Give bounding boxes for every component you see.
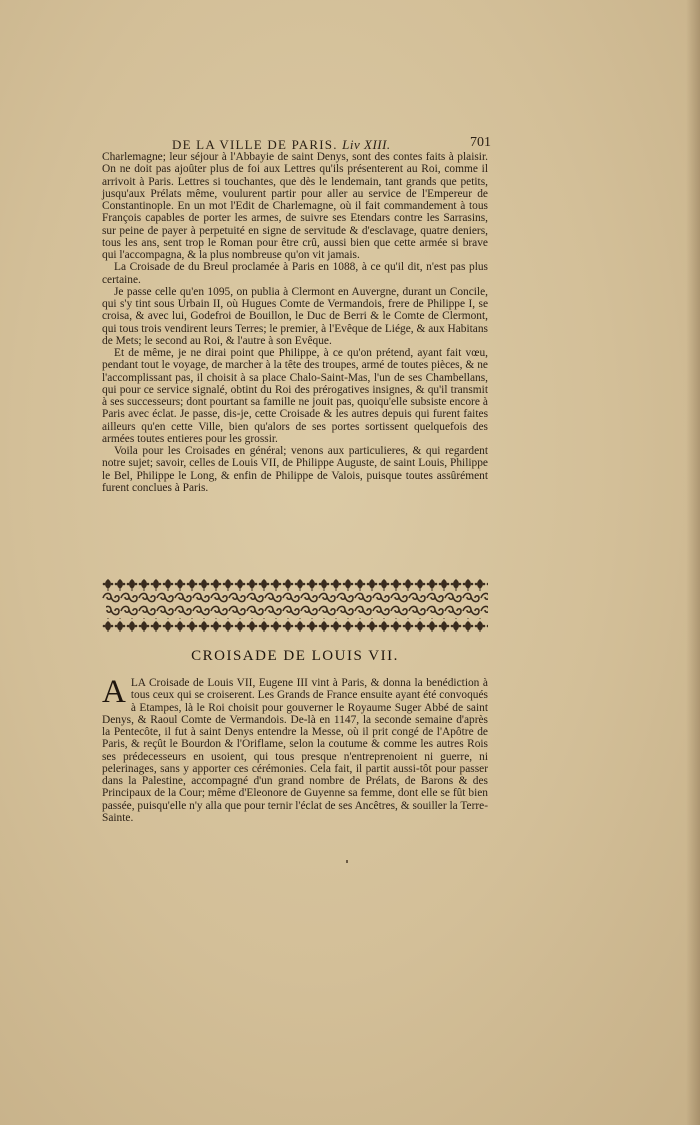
paragraph: LA Croisade de Louis VII, Eugene III vint à Paris, & donna la benédiction à tous ceux qui se croiserent. Les Grands de France ensuite ayant été convoqués à Etampes, là le Roi choisit pour gouverner le Royaume Suger Abbé de saint Denys, & Raoul Comte de Vermandois. De-là en 1147, la seconde semaine d'après la Pentecôte, il fut à saint Denys entendre la Messe, où il prit congé de l'Apôtre de Paris, & reçût le Bourdon & l'Oriflame, selon la coutume & comme les autres Rois ses prédecesseurs en usoient, qui tous presque n'entreprenoient ni guerre, ni pelerinages, sans y apporter ces cérémonies. Cela fait, il partit aussi-tôt pour passer dans la Palestine, accompagné d'un grand nombre de Prélats, de Barons & des Principaux de la Cour; même d'Eleonore de Guyenne sa femme, dont elle se fût bien passée, puisqu'elle n'y alla que pour ternir l'éclat de ses Ancêtres, & souiller la Terre-Sainte. <box>102 677 488 824</box>
paper-speck <box>346 860 348 863</box>
body-text-top <box>102 151 488 494</box>
section-title: CROISADE DE LOUIS VII. <box>191 648 399 664</box>
drop-cap: A <box>102 674 126 710</box>
body-text-section <box>102 674 488 824</box>
paragraph: Et de même, je ne dirai point que Philippe, à ce qu'on prétend, ayant fait vœu, pendant tout le voyage, de marcher à la tête des troupes, armé de toutes pièces, & ne l'accomplissant pas, il choisit à sa place Chalo-Saint-Mas, l'un de ses Chambellans, qui pour ce service signalé, obtint du Roi des prérogatives insignes, & qu'il transmit à ses successeurs; dont pourtant sa famille ne jouit pas, quoiqu'elle subsiste encore à Paris avec éclat. Je passe, dis-je, cette Croisade & les autres depuis qui furent faites ailleurs qu'en cette Ville, bien qu'alors de ses portes sortissent quelquefois des armées toutes entieres pour les grossir. <box>102 347 488 445</box>
running-title: DE LA VILLE DE PARIS. <box>172 137 338 152</box>
paragraph: Voila pour les Croisades en général; venons aux particulieres, & qui regardent notre sujet; savoir, celles de Louis VII, de Philippe Auguste, de saint Louis, Philippe le Bel, Philippe le Long, & enfin de Philippe de Valois, puisque toutes assûrément furent conclues à Paris. <box>102 445 488 494</box>
book-number: Liv XIII. <box>342 137 391 152</box>
decorative-ornament-band <box>102 578 488 632</box>
page-number: 701 <box>470 135 491 150</box>
page-edge-shadow <box>686 0 700 1125</box>
paragraph: Je passe celle qu'en 1095, on publia à Clermont en Auvergne, durant un Concile, qui s'y tint sous Urbain II, où Hugues Comte de Vermandois, frere de Philippe I, se croisa, & avec lui, Godefroi de Bouillon, le Duc de Berri & le Comte de Clermont, qui tous trois vendirent leurs Terres; le premier, à l'Evêque de Liége, & aux Habitans de Mets; le second au Roi, & l'autre à son Evêque. <box>102 285 488 347</box>
paragraph: Charlemagne; leur séjour à l'Abbayie de saint Denys, sont des contes faits à plaisir. On ne doit pas ajoûter plus de foi aux Lettres qu'ils présenterent au Roi, comme il arrivoit à Paris. Lettres si touchantes, que dès le lendemain, tant grands que petits, jusqu'aux Prélats même, voulurent partir pour aller au service de l'Empereur de Constantinople. En un mot l'Edit de Charlemagne, où il fait commandement à tous François capables de porter les armes, de suivre ses Etendars contre les Sarrasins, sur peine de payer à perpetuité en signe de servitude & d'esclavage, quatre deniers, tous les ans, sent trop le Roman pour être crû, aussi bien que cette armée si brave qui l'accompagna, & la plus nombreuse qu'on vit jamais. <box>102 151 488 261</box>
paragraph: La Croisade de du Breul proclamée à Paris en 1088, à ce qu'il dit, n'est pas plus certaine. <box>102 261 488 286</box>
